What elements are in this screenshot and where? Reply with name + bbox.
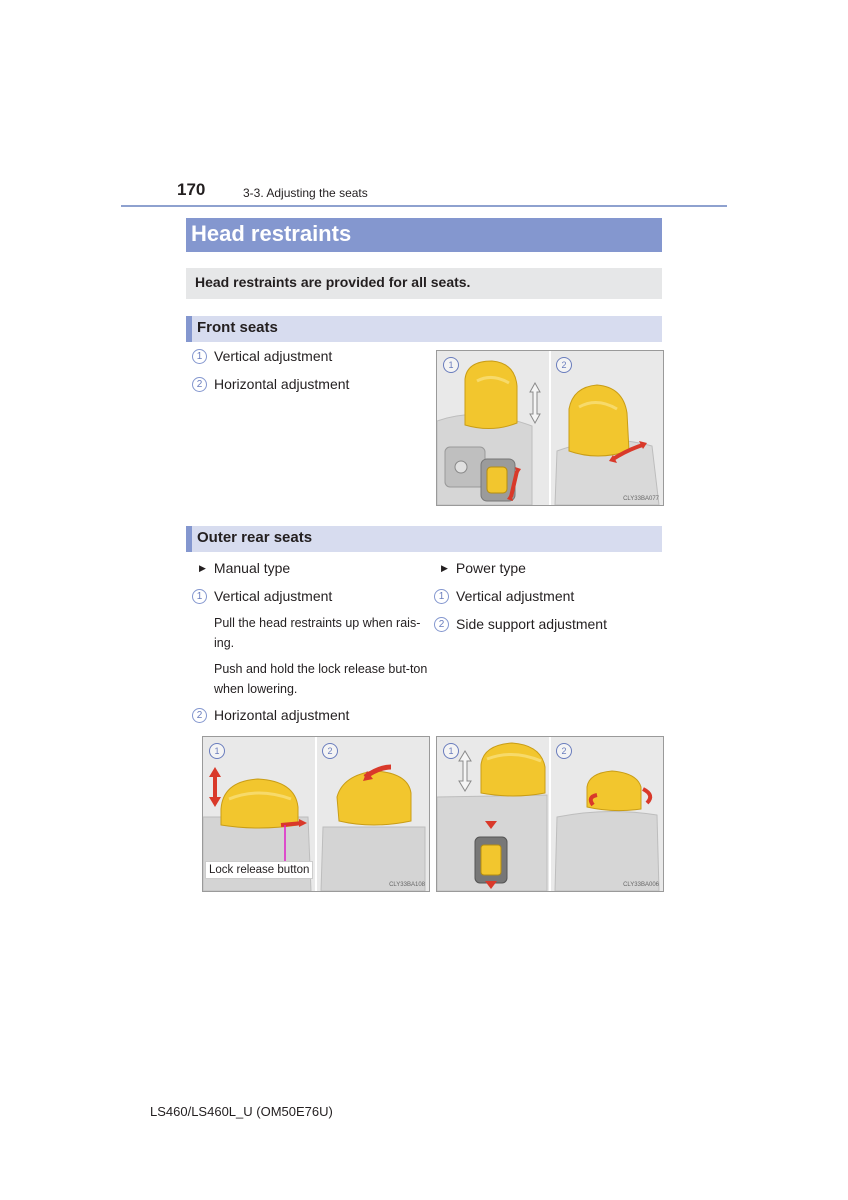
manual-item-1-label: Vertical adjustment <box>214 588 333 604</box>
circled-number-1: 1 <box>192 349 207 364</box>
circled-number-1: 1 <box>192 589 207 604</box>
front-item-2-label: Horizontal adjustment <box>214 376 350 392</box>
figure-code: CLY33BA108 <box>389 882 425 888</box>
manual-type-label: Manual type <box>213 560 291 576</box>
circled-number-2: 2 <box>192 708 207 723</box>
front-item-1-label: Vertical adjustment <box>214 348 333 364</box>
manual-type-figure <box>202 736 430 892</box>
front-item-1 <box>192 348 332 364</box>
title-bar <box>186 218 662 252</box>
manual-note-1: Pull the head restraints up when rais-ing. <box>214 616 421 650</box>
page-title: Head restraints <box>191 221 352 246</box>
lock-release-button-callout: Lock release button <box>205 861 313 879</box>
front-seats-figure <box>436 350 664 506</box>
triangle-bullet-icon: ▶ <box>441 562 448 573</box>
triangle-bullet-icon: ▶ <box>199 562 206 573</box>
power-type-heading <box>441 560 526 576</box>
power-item-1-label: Vertical adjustment <box>456 588 575 604</box>
figure-label-2: 2 <box>322 743 338 759</box>
figure-label-1: 1 <box>209 743 225 759</box>
front-item-2 <box>192 376 349 392</box>
power-type-label: Power type <box>455 560 526 576</box>
manual-item-1 <box>192 588 332 604</box>
power-item-1 <box>434 588 574 604</box>
figure-code: CLY33BA077 <box>623 496 659 502</box>
power-item-2 <box>434 616 607 632</box>
front-seats-illustration <box>437 351 663 505</box>
power-item-2-label: Side support adjustment <box>456 616 607 632</box>
circled-number-2: 2 <box>192 377 207 392</box>
figure-label-1: 1 <box>443 743 459 759</box>
footer-model-code: LS460/LS460L_U (OM50E76U) <box>150 1104 333 1119</box>
page-number: 170 <box>177 180 206 199</box>
outer-rear-seats-heading-bar <box>186 526 662 552</box>
manual-note-2: Push and hold the lock release but-ton when lowering. <box>214 662 428 696</box>
circled-number-1: 1 <box>434 589 449 604</box>
figure-code: CLY33BA006 <box>623 882 659 888</box>
manual-item-2 <box>192 707 349 723</box>
figure-label-1: 1 <box>443 357 459 373</box>
header-rule <box>121 205 727 207</box>
manual-type-heading <box>199 560 290 576</box>
figure-label-2: 2 <box>556 357 572 373</box>
intro-text: Head restraints are provided for all seats. <box>195 274 471 290</box>
intro-box <box>186 268 662 299</box>
figure-label-2: 2 <box>556 743 572 759</box>
front-seats-heading-bar <box>186 316 662 342</box>
front-seats-heading: Front seats <box>197 319 278 336</box>
section-path: 3-3. Adjusting the seats <box>243 186 368 200</box>
power-type-figure <box>436 736 664 892</box>
outer-rear-seats-heading: Outer rear seats <box>197 529 313 546</box>
circled-number-2: 2 <box>434 617 449 632</box>
manual-item-2-label: Horizontal adjustment <box>214 707 350 723</box>
power-type-illustration <box>437 737 663 891</box>
